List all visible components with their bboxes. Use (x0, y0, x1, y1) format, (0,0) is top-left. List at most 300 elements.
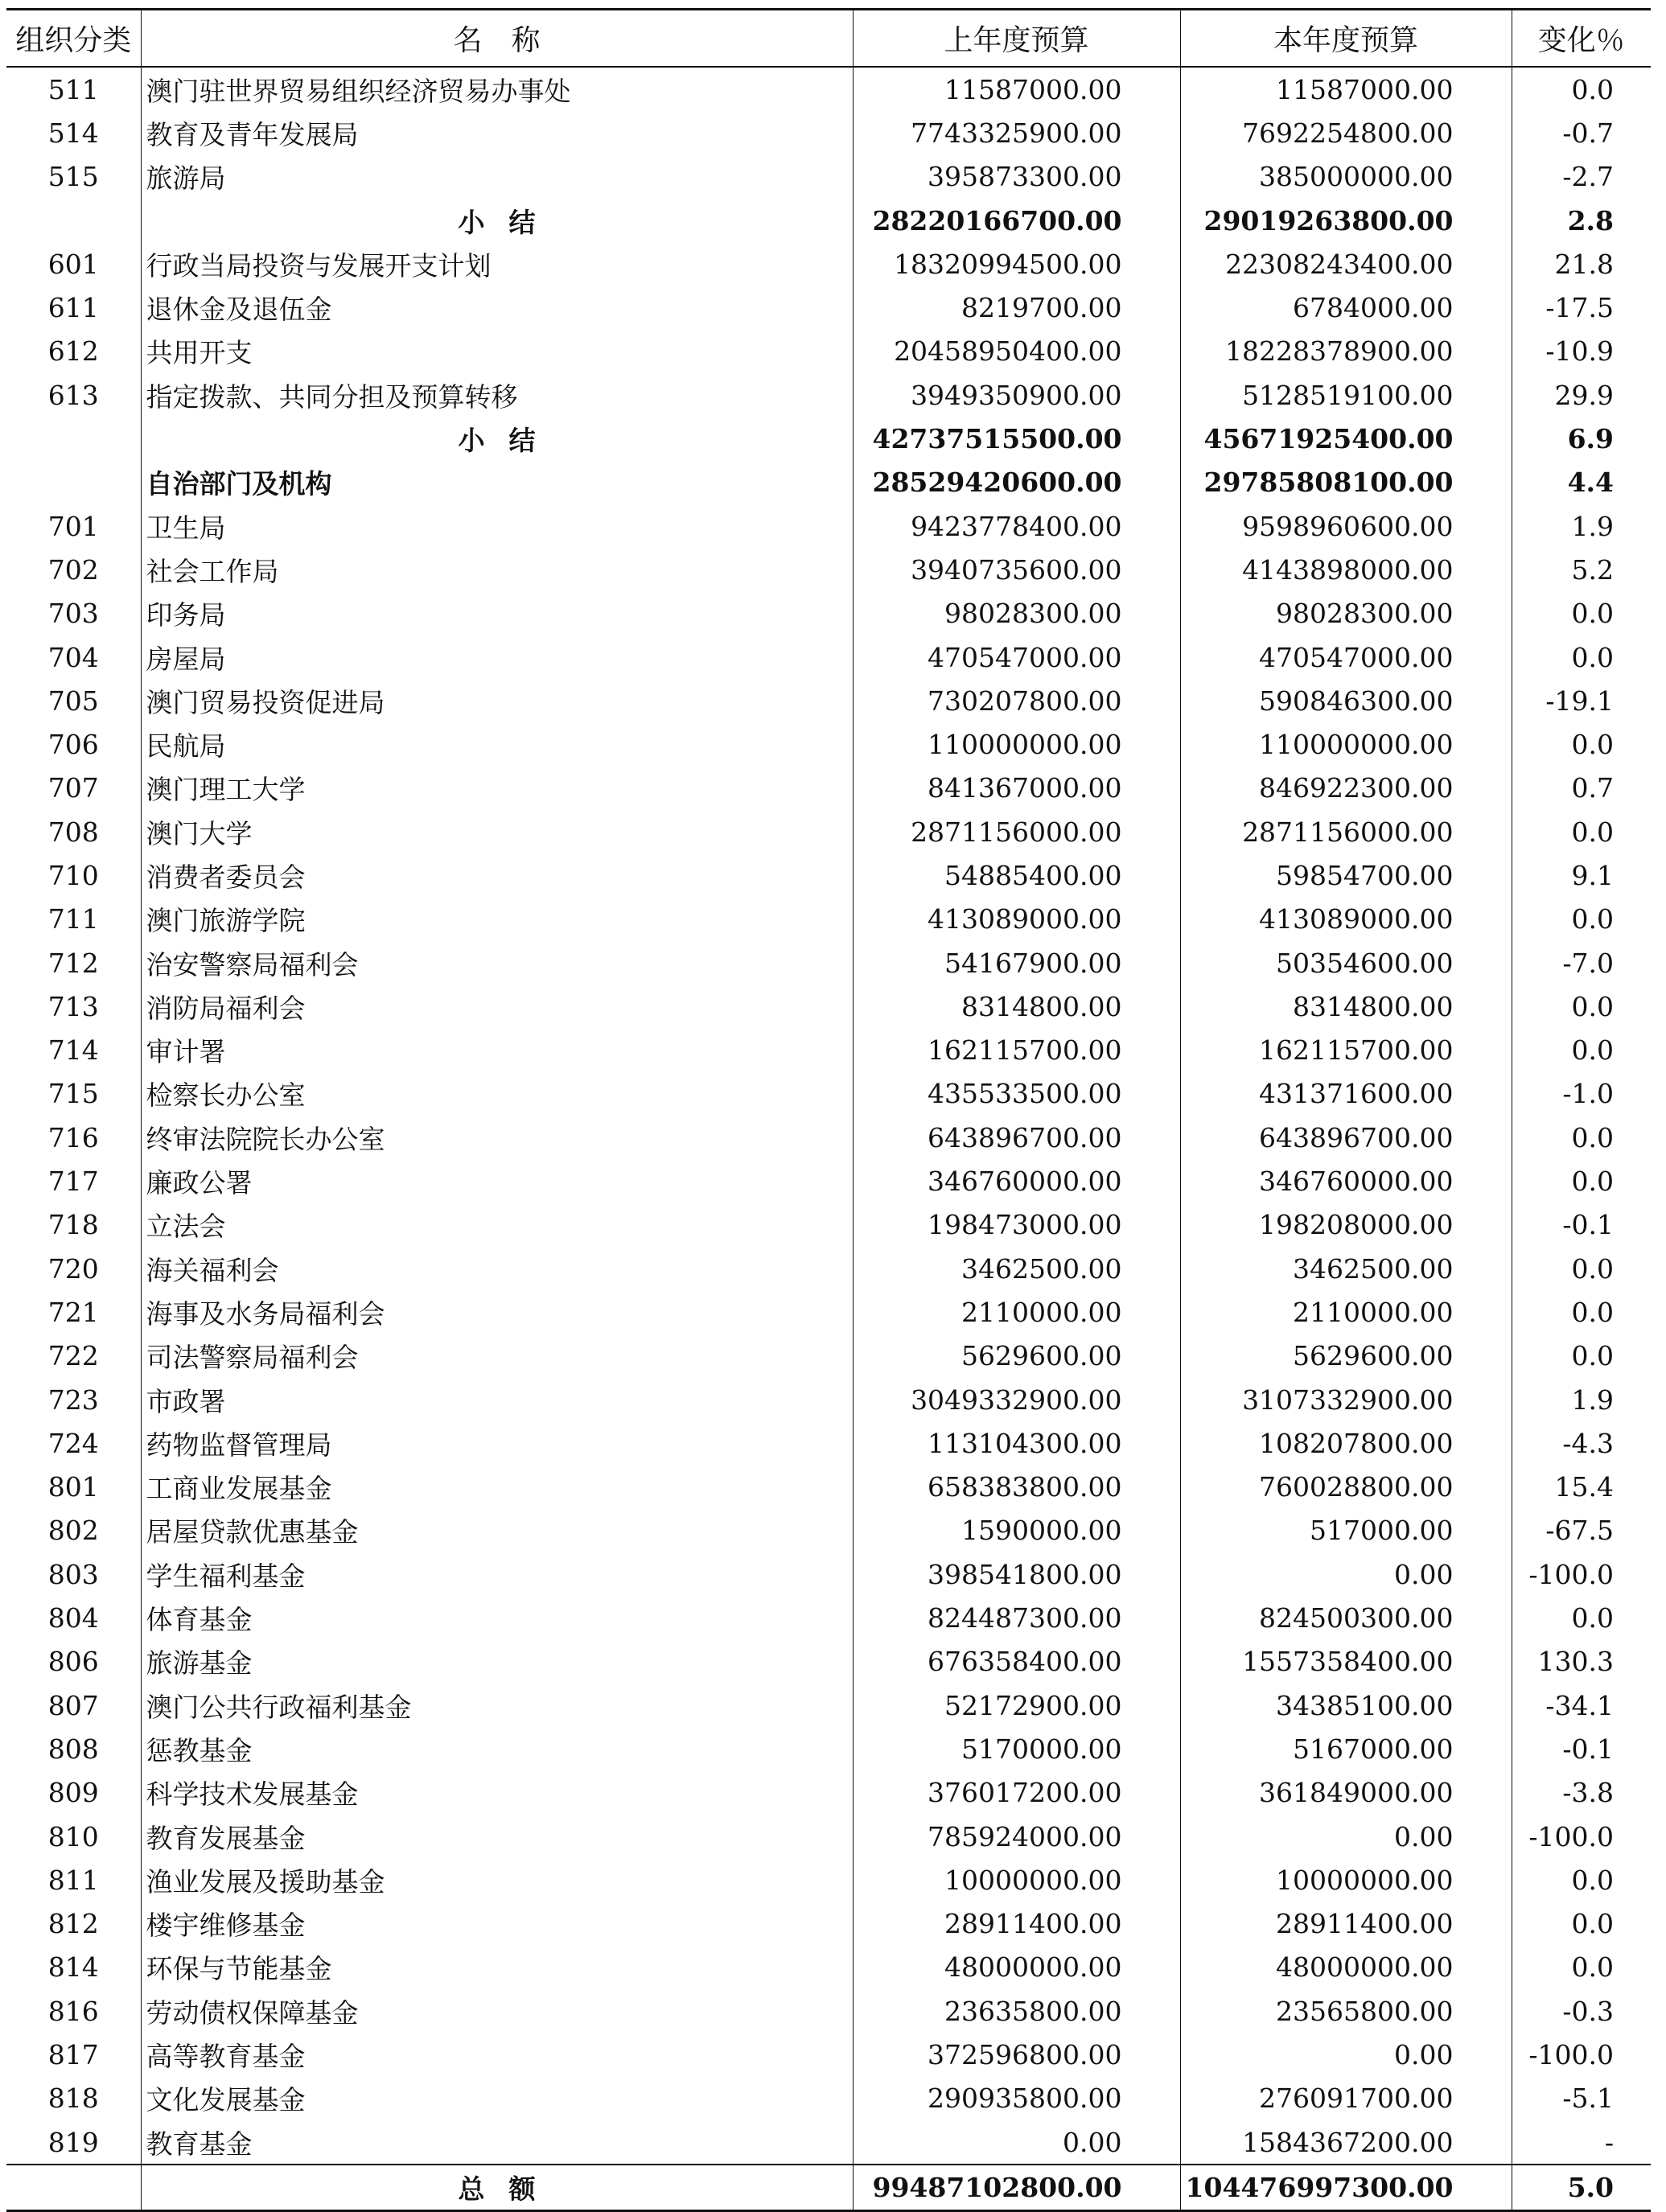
row-name: 工商业发展基金 (141, 1466, 853, 1509)
row-prev-budget: 376017200.00 (853, 1771, 1180, 1815)
row-change-percent: 0.0 (1512, 1858, 1651, 1902)
row-prev-budget: 372596800.00 (853, 2033, 1180, 2076)
row-name: 旅游基金 (141, 1640, 853, 1684)
row-prev-budget: 8219700.00 (853, 286, 1180, 329)
row-name: 消防局福利会 (141, 985, 853, 1028)
table-row (6, 1815, 1651, 1858)
row-name: 教育发展基金 (141, 1815, 853, 1858)
row-code: 723 (47, 1384, 99, 1416)
row-current-budget: 5167000.00 (1180, 1727, 1512, 1770)
row-change-percent: 0.0 (1512, 1334, 1651, 1378)
row-current-budget: 346760000.00 (1180, 1159, 1512, 1203)
row-name: 澳门贸易投资促进局 (141, 679, 853, 722)
row-prev-budget: 824487300.00 (853, 1596, 1180, 1639)
table-row (6, 1290, 1651, 1334)
header-current-budget: 本年度预算 (1180, 10, 1512, 68)
table-row (6, 330, 1651, 373)
row-name: 海事及水务局福利会 (141, 1290, 853, 1334)
row-prev-budget: 395873300.00 (853, 155, 1180, 199)
row-change-percent: 130.3 (1512, 1640, 1651, 1684)
row-code: 715 (47, 1078, 99, 1110)
row-prev-budget: 1590000.00 (853, 1509, 1180, 1552)
row-name: 共用开支 (141, 330, 853, 373)
row-code: 701 (47, 510, 99, 542)
table-row (6, 1640, 1651, 1684)
row-current-budget: 34385100.00 (1180, 1684, 1512, 1727)
row-change-percent: -100.0 (1512, 2033, 1651, 2076)
row-code: 611 (47, 292, 99, 324)
row-change-percent: 0.0 (1512, 1247, 1651, 1290)
table-row (6, 810, 1651, 853)
group-total-row (6, 461, 1651, 504)
row-change-percent: - (1512, 2120, 1651, 2165)
row-change-percent: -10.9 (1512, 330, 1651, 373)
row-current-budget: 4143898000.00 (1180, 548, 1512, 591)
row-current-budget: 48000000.00 (1180, 1946, 1512, 1989)
row-code: 702 (47, 553, 99, 586)
row-prev-budget: 162115700.00 (853, 1029, 1180, 1072)
row-change-percent: 0.0 (1512, 1116, 1651, 1159)
row-code: 711 (47, 903, 99, 935)
row-code: 718 (47, 1209, 99, 1241)
row-code: 724 (47, 1427, 99, 1459)
row-code: 713 (47, 990, 99, 1022)
row-current-budget: 846922300.00 (1180, 767, 1512, 810)
table-row (6, 2120, 1651, 2165)
row-change-percent: 0.0 (1512, 722, 1651, 766)
row-current-budget: 2871156000.00 (1180, 810, 1512, 853)
table-row (6, 635, 1651, 679)
row-change-percent: 0.0 (1512, 1159, 1651, 1203)
row-current-budget: 431371600.00 (1180, 1072, 1512, 1116)
subtotal-row (6, 417, 1651, 460)
row-change-percent: -1.0 (1512, 1072, 1651, 1116)
row-current-budget: 0.00 (1180, 2033, 1512, 2076)
table-row (6, 1552, 1651, 1596)
row-code: 801 (47, 1471, 99, 1503)
row-change-percent: -3.8 (1512, 1771, 1651, 1815)
row-code: 601 (47, 248, 99, 280)
row-prev-budget: 5629600.00 (853, 1334, 1180, 1378)
row-name: 澳门公共行政福利基金 (141, 1684, 853, 1727)
row-name: 立法会 (141, 1203, 853, 1247)
row-prev-budget: 2871156000.00 (853, 810, 1180, 853)
row-name: 社会工作局 (141, 548, 853, 591)
row-prev-budget: 676358400.00 (853, 1640, 1180, 1684)
row-current-budget: 5629600.00 (1180, 1334, 1512, 1378)
row-prev-budget: 3940735600.00 (853, 548, 1180, 591)
table-row (6, 286, 1651, 329)
row-code (6, 417, 141, 460)
row-name: 居屋贷款优惠基金 (141, 1509, 853, 1552)
row-change-percent: 0.0 (1512, 1029, 1651, 1072)
row-name: 澳门理工大学 (141, 767, 853, 810)
table-row (6, 1029, 1651, 1072)
table-row (6, 1727, 1651, 1770)
row-code: 819 (47, 2126, 99, 2158)
row-change-percent: 21.8 (1512, 242, 1651, 286)
row-code: 717 (47, 1166, 99, 1198)
row-name: 小结 (141, 417, 853, 460)
row-change-percent: 15.4 (1512, 1466, 1651, 1509)
row-current-budget: 413089000.00 (1180, 898, 1512, 941)
row-current-budget: 29785808100.00 (1180, 461, 1512, 504)
row-prev-budget: 5170000.00 (853, 1727, 1180, 1770)
row-name: 行政当局投资与发展开支计划 (141, 242, 853, 286)
row-current-budget: 59854700.00 (1180, 853, 1512, 897)
row-change-percent: 1.9 (1512, 504, 1651, 548)
row-current-budget: 45671925400.00 (1180, 417, 1512, 460)
row-current-budget: 2110000.00 (1180, 1290, 1512, 1334)
row-name: 指定拨款、共同分担及预算转移 (141, 373, 853, 417)
row-prev-budget: 98028300.00 (853, 592, 1180, 635)
row-name: 药物监督管理局 (141, 1421, 853, 1465)
table-row (6, 1378, 1651, 1421)
row-current-budget: 760028800.00 (1180, 1466, 1512, 1509)
row-code: 712 (47, 947, 99, 979)
row-prev-budget: 23635800.00 (853, 1989, 1180, 2033)
row-prev-budget: 3462500.00 (853, 1247, 1180, 1290)
row-prev-budget: 643896700.00 (853, 1116, 1180, 1159)
row-name: 印务局 (141, 592, 853, 635)
row-current-budget: 10000000.00 (1180, 1858, 1512, 1902)
row-code: 703 (47, 598, 99, 630)
table-row (6, 767, 1651, 810)
total-prev-budget: 99487102800.00 (853, 2165, 1180, 2210)
table-row (6, 155, 1651, 199)
row-name: 楼宇维修基金 (141, 1902, 853, 1945)
table-row (6, 2077, 1651, 2120)
row-code: 714 (47, 1034, 99, 1067)
row-change-percent: -2.7 (1512, 155, 1651, 199)
row-code: 511 (47, 73, 99, 105)
row-change-percent: 0.0 (1512, 810, 1651, 853)
table-row (6, 1466, 1651, 1509)
row-current-budget: 470547000.00 (1180, 635, 1512, 679)
row-code: 721 (47, 1296, 99, 1328)
row-prev-budget: 110000000.00 (853, 722, 1180, 766)
table-row (6, 1116, 1651, 1159)
row-change-percent: -17.5 (1512, 286, 1651, 329)
row-code: 811 (47, 1864, 99, 1896)
table-header-row (6, 10, 1651, 68)
row-code: 808 (47, 1733, 99, 1765)
total-current-budget: 104476997300.00 (1180, 2165, 1512, 2210)
row-name: 教育及青年发展局 (141, 111, 853, 154)
row-change-percent: 9.1 (1512, 853, 1651, 897)
row-code: 710 (47, 859, 99, 891)
table-row (6, 898, 1651, 941)
row-name: 自治部门及机构 (141, 461, 853, 504)
row-name: 环保与节能基金 (141, 1946, 853, 1989)
row-prev-budget: 413089000.00 (853, 898, 1180, 941)
row-code: 704 (47, 641, 99, 673)
row-code: 707 (47, 772, 99, 804)
row-code: 804 (47, 1602, 99, 1634)
row-prev-budget: 9423778400.00 (853, 504, 1180, 548)
row-current-budget: 1557358400.00 (1180, 1640, 1512, 1684)
row-change-percent: 0.0 (1512, 67, 1651, 111)
row-name: 检察长办公室 (141, 1072, 853, 1116)
row-name: 澳门大学 (141, 810, 853, 853)
row-prev-budget: 7743325900.00 (853, 111, 1180, 154)
row-current-budget: 385000000.00 (1180, 155, 1512, 199)
row-code (6, 461, 141, 504)
row-code: 515 (47, 161, 99, 193)
row-code: 706 (47, 729, 99, 761)
row-code: 802 (47, 1515, 99, 1547)
table-row (6, 592, 1651, 635)
row-current-budget: 0.00 (1180, 1552, 1512, 1596)
row-name: 高等教育基金 (141, 2033, 853, 2076)
table-row (6, 373, 1651, 417)
row-change-percent: -0.1 (1512, 1203, 1651, 1247)
row-current-budget: 162115700.00 (1180, 1029, 1512, 1072)
row-name: 司法警察局福利会 (141, 1334, 853, 1378)
row-code: 514 (47, 117, 99, 149)
row-prev-budget: 11587000.00 (853, 67, 1180, 111)
header-prev-budget: 上年度预算 (853, 10, 1180, 68)
row-change-percent: 0.0 (1512, 1946, 1651, 1989)
row-prev-budget: 2110000.00 (853, 1290, 1180, 1334)
row-prev-budget: 8314800.00 (853, 985, 1180, 1028)
row-prev-budget: 0.00 (853, 2120, 1180, 2165)
table-row (6, 985, 1651, 1028)
row-prev-budget: 785924000.00 (853, 1815, 1180, 1858)
row-current-budget: 29019263800.00 (1180, 199, 1512, 242)
row-current-budget: 108207800.00 (1180, 1421, 1512, 1465)
table-row (6, 679, 1651, 722)
row-prev-budget: 10000000.00 (853, 1858, 1180, 1902)
row-name: 澳门旅游学院 (141, 898, 853, 941)
row-name: 退休金及退伍金 (141, 286, 853, 329)
row-change-percent: -19.1 (1512, 679, 1651, 722)
row-name: 渔业发展及援助基金 (141, 1858, 853, 1902)
table-row (6, 242, 1651, 286)
table-row (6, 1858, 1651, 1902)
row-name: 消费者委员会 (141, 853, 853, 897)
row-name: 旅游局 (141, 155, 853, 199)
row-current-budget: 98028300.00 (1180, 592, 1512, 635)
row-code: 816 (47, 1995, 99, 2027)
row-current-budget: 11587000.00 (1180, 67, 1512, 111)
table-row (6, 111, 1651, 154)
row-current-budget: 7692254800.00 (1180, 111, 1512, 154)
table-row (6, 1771, 1651, 1815)
row-change-percent: 0.7 (1512, 767, 1651, 810)
row-code: 818 (47, 2082, 99, 2115)
row-current-budget: 50354600.00 (1180, 941, 1512, 985)
row-current-budget: 6784000.00 (1180, 286, 1512, 329)
row-prev-budget: 28911400.00 (853, 1902, 1180, 1945)
row-current-budget: 8314800.00 (1180, 985, 1512, 1028)
row-name: 体育基金 (141, 1596, 853, 1639)
row-current-budget: 18228378900.00 (1180, 330, 1512, 373)
row-current-budget: 643896700.00 (1180, 1116, 1512, 1159)
row-prev-budget: 658383800.00 (853, 1466, 1180, 1509)
row-name: 民航局 (141, 722, 853, 766)
row-change-percent: -67.5 (1512, 1509, 1651, 1552)
row-prev-budget: 54167900.00 (853, 941, 1180, 985)
row-prev-budget: 435533500.00 (853, 1072, 1180, 1116)
row-current-budget: 276091700.00 (1180, 2077, 1512, 2120)
row-change-percent: -0.1 (1512, 1727, 1651, 1770)
row-change-percent: 0.0 (1512, 1902, 1651, 1945)
row-change-percent: -0.7 (1512, 111, 1651, 154)
row-current-budget: 9598960600.00 (1180, 504, 1512, 548)
row-code: 705 (47, 685, 99, 717)
row-name: 学生福利基金 (141, 1552, 853, 1596)
row-current-budget: 22308243400.00 (1180, 242, 1512, 286)
row-prev-budget: 3049332900.00 (853, 1378, 1180, 1421)
row-change-percent: 1.9 (1512, 1378, 1651, 1421)
row-current-budget: 198208000.00 (1180, 1203, 1512, 1247)
table-row (6, 1247, 1651, 1290)
row-prev-budget: 113104300.00 (853, 1421, 1180, 1465)
table-row (6, 2033, 1651, 2076)
row-prev-budget: 841367000.00 (853, 767, 1180, 810)
row-prev-budget: 20458950400.00 (853, 330, 1180, 373)
row-prev-budget: 28220166700.00 (853, 199, 1180, 242)
row-change-percent: 0.0 (1512, 985, 1651, 1028)
table-row (6, 853, 1651, 897)
total-code (6, 2165, 141, 2210)
row-prev-budget: 28529420600.00 (853, 461, 1180, 504)
row-code: 720 (47, 1252, 99, 1285)
table-row (6, 1596, 1651, 1639)
total-change-percent: 5.0 (1512, 2165, 1651, 2210)
row-name: 小结 (141, 199, 853, 242)
subtotal-row (6, 199, 1651, 242)
row-current-budget: 517000.00 (1180, 1509, 1512, 1552)
row-change-percent: -5.1 (1512, 2077, 1651, 2120)
table-row (6, 1946, 1651, 1989)
row-code: 807 (47, 1689, 99, 1721)
row-change-percent: -100.0 (1512, 1815, 1651, 1858)
row-name: 廉政公署 (141, 1159, 853, 1203)
row-name: 房屋局 (141, 635, 853, 679)
row-change-percent: 0.0 (1512, 1596, 1651, 1639)
table-row (6, 504, 1651, 548)
total-label: 总额 (141, 2165, 853, 2210)
row-prev-budget: 54885400.00 (853, 853, 1180, 897)
row-prev-budget: 48000000.00 (853, 1946, 1180, 1989)
table-row (6, 1509, 1651, 1552)
table-row (6, 1902, 1651, 1945)
row-code: 812 (47, 1908, 99, 1940)
budget-table (6, 8, 1651, 2212)
row-name: 市政署 (141, 1378, 853, 1421)
row-prev-budget: 346760000.00 (853, 1159, 1180, 1203)
row-change-percent: -100.0 (1512, 1552, 1651, 1596)
row-name: 科学技术发展基金 (141, 1771, 853, 1815)
table-row (6, 941, 1651, 985)
row-change-percent: 0.0 (1512, 592, 1651, 635)
row-current-budget: 0.00 (1180, 1815, 1512, 1858)
row-change-percent: 6.9 (1512, 417, 1651, 460)
row-current-budget: 28911400.00 (1180, 1902, 1512, 1945)
row-change-percent: -7.0 (1512, 941, 1651, 985)
row-change-percent: 0.0 (1512, 1290, 1651, 1334)
table-row (6, 67, 1651, 111)
row-code: 708 (47, 816, 99, 848)
table-row (6, 1072, 1651, 1116)
row-code: 814 (47, 1951, 99, 1984)
row-change-percent: 2.8 (1512, 199, 1651, 242)
header-name: 名 称 (141, 10, 853, 68)
row-current-budget: 1584367200.00 (1180, 2120, 1512, 2165)
row-prev-budget: 290935800.00 (853, 2077, 1180, 2120)
row-code: 612 (47, 335, 99, 368)
table-row (6, 1421, 1651, 1465)
row-change-percent: 4.4 (1512, 461, 1651, 504)
table-body (6, 67, 1651, 2165)
row-name: 惩教基金 (141, 1727, 853, 1770)
row-change-percent: 29.9 (1512, 373, 1651, 417)
row-code: 817 (47, 2039, 99, 2070)
row-prev-budget: 398541800.00 (853, 1552, 1180, 1596)
row-code: 716 (47, 1121, 99, 1153)
row-current-budget: 3107332900.00 (1180, 1378, 1512, 1421)
row-name: 治安警察局福利会 (141, 941, 853, 985)
row-prev-budget: 3949350900.00 (853, 373, 1180, 417)
row-change-percent: -0.3 (1512, 1989, 1651, 2033)
row-name: 卫生局 (141, 504, 853, 548)
row-current-budget: 824500300.00 (1180, 1596, 1512, 1639)
row-code: 722 (47, 1340, 99, 1372)
row-prev-budget: 18320994500.00 (853, 242, 1180, 286)
row-current-budget: 110000000.00 (1180, 722, 1512, 766)
row-current-budget: 361849000.00 (1180, 1771, 1512, 1815)
row-code (6, 199, 141, 242)
row-name: 海关福利会 (141, 1247, 853, 1290)
row-code: 806 (47, 1646, 99, 1678)
row-prev-budget: 52172900.00 (853, 1684, 1180, 1727)
row-name: 澳门驻世界贸易组织经济贸易办事处 (141, 67, 853, 111)
table-row (6, 1989, 1651, 2033)
row-name: 终审法院院长办公室 (141, 1116, 853, 1159)
row-name: 教育基金 (141, 2120, 853, 2165)
row-current-budget: 590846300.00 (1180, 679, 1512, 722)
row-prev-budget: 42737515500.00 (853, 417, 1180, 460)
row-prev-budget: 730207800.00 (853, 679, 1180, 722)
row-change-percent: 0.0 (1512, 635, 1651, 679)
row-prev-budget: 198473000.00 (853, 1203, 1180, 1247)
header-change-percent: 变化％ (1512, 10, 1651, 68)
row-current-budget: 3462500.00 (1180, 1247, 1512, 1290)
row-name: 文化发展基金 (141, 2077, 853, 2120)
table-row (6, 1334, 1651, 1378)
row-change-percent: 0.0 (1512, 898, 1651, 941)
row-name: 审计署 (141, 1029, 853, 1072)
row-name: 劳动债权保障基金 (141, 1989, 853, 2033)
row-change-percent: 5.2 (1512, 548, 1651, 591)
row-change-percent: -34.1 (1512, 1684, 1651, 1727)
header-code: 组织分类 (6, 10, 141, 68)
row-prev-budget: 470547000.00 (853, 635, 1180, 679)
row-code: 613 (47, 379, 99, 411)
table-row (6, 722, 1651, 766)
row-code: 803 (47, 1558, 99, 1590)
row-current-budget: 5128519100.00 (1180, 373, 1512, 417)
table-row (6, 1684, 1651, 1727)
total-row (6, 2165, 1651, 2210)
row-code: 810 (47, 1820, 99, 1852)
row-code: 809 (47, 1777, 99, 1809)
row-current-budget: 23565800.00 (1180, 1989, 1512, 2033)
table-row (6, 1159, 1651, 1203)
table-row (6, 548, 1651, 591)
